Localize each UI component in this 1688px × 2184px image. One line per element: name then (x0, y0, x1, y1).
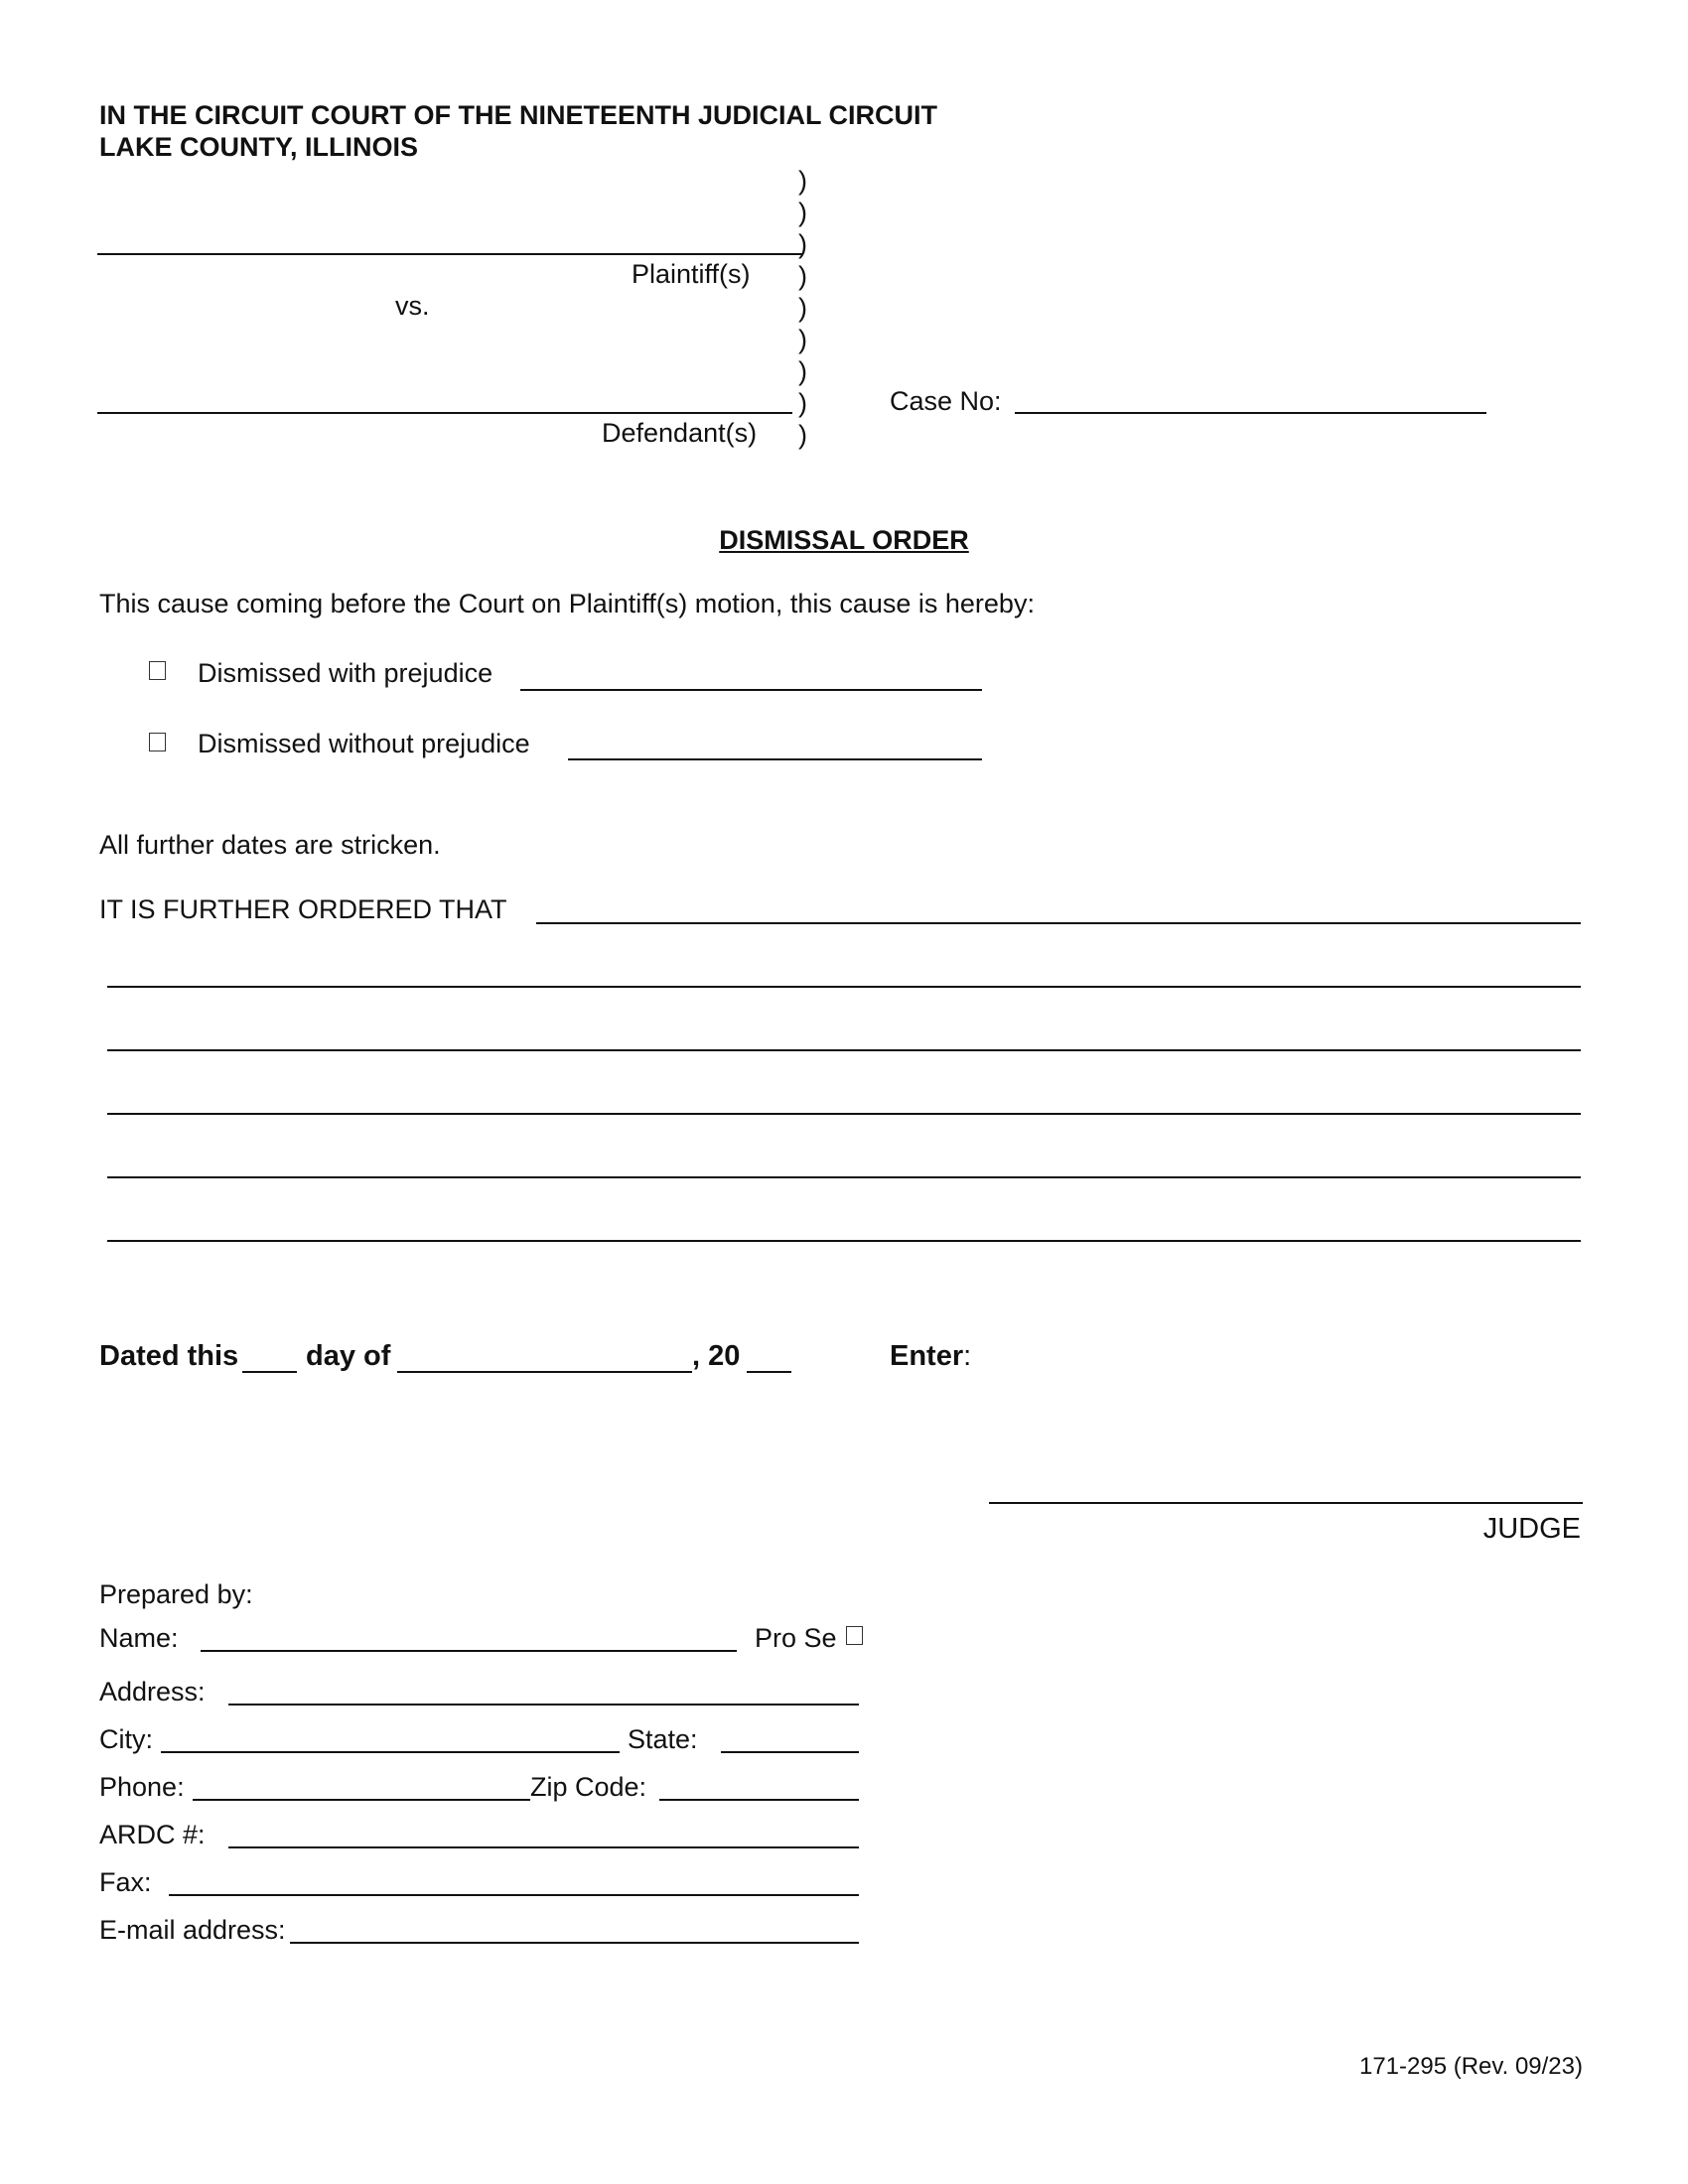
caption-paren: ) (798, 388, 807, 418)
caption-paren: ) (798, 166, 807, 196)
enter-label-wrap (890, 1340, 971, 1372)
enter-colon: : (963, 1340, 972, 1372)
case-no-field[interactable] (1015, 412, 1486, 414)
form-number: 171-295 (Rev. 09/23) (1358, 2053, 1583, 2080)
pro-se-checkbox[interactable] (846, 1626, 863, 1645)
caption-paren: ) (798, 293, 807, 323)
email-field[interactable] (290, 1942, 859, 1944)
year-prefix-label: , 20 (692, 1340, 741, 1372)
order-title-wrap (0, 524, 1688, 556)
year-field[interactable] (747, 1371, 791, 1373)
day-field[interactable] (242, 1371, 297, 1373)
court-name-line1: IN THE CIRCUIT COURT OF THE NINETEENTH JUDICIAL CIRCUIT (99, 100, 938, 130)
caption-paren: ) (798, 198, 807, 227)
with-prejudice-field[interactable] (520, 689, 982, 691)
fax-label: Fax: (99, 1867, 152, 1897)
further-ordered-field[interactable] (536, 922, 1581, 924)
without-prejudice-checkbox[interactable] (149, 733, 166, 751)
state-field[interactable] (721, 1751, 859, 1753)
fax-field[interactable] (169, 1894, 859, 1896)
caption-paren: ) (798, 325, 807, 354)
name-field[interactable] (201, 1650, 737, 1652)
ardc-field[interactable] (228, 1846, 859, 1848)
case-no-label: Case No: (890, 386, 1002, 416)
judge-label: JUDGE (1482, 1513, 1581, 1545)
pro-se-label: Pro Se (755, 1623, 837, 1653)
further-ordered-line[interactable] (107, 1049, 1581, 1051)
ardc-label: ARDC #: (99, 1820, 206, 1849)
caption-paren: ) (798, 356, 807, 386)
address-field[interactable] (228, 1704, 859, 1706)
further-ordered-line[interactable] (107, 1113, 1581, 1115)
judge-signature-field[interactable] (989, 1502, 1583, 1504)
day-of-label: day of (306, 1340, 391, 1372)
court-name-line2: LAKE COUNTY, ILLINOIS (99, 132, 419, 162)
caption-paren: ) (798, 420, 807, 450)
caption-paren: ) (798, 261, 807, 291)
dates-stricken-text: All further dates are stricken. (99, 830, 441, 860)
dated-this-label: Dated this (99, 1340, 239, 1372)
city-field[interactable] (161, 1751, 620, 1753)
prepared-by-heading: Prepared by: (99, 1579, 253, 1609)
phone-label: Phone: (99, 1772, 185, 1802)
order-title: DISMISSAL ORDER (719, 525, 969, 555)
further-ordered-label: IT IS FURTHER ORDERED THAT (99, 894, 507, 924)
order-intro: This cause coming before the Court on Plaintiff(s) motion, this cause is hereby: (99, 589, 1035, 618)
plaintiff-label: Plaintiff(s) (632, 259, 751, 289)
caption-paren: ) (798, 229, 807, 259)
defendant-name-field[interactable] (97, 412, 792, 414)
without-prejudice-field[interactable] (568, 758, 982, 760)
further-ordered-line[interactable] (107, 986, 1581, 988)
vs-label: vs. (395, 291, 430, 321)
city-label: City: (99, 1724, 153, 1754)
with-prejudice-label: Dismissed with prejudice (198, 658, 493, 688)
without-prejudice-label: Dismissed without prejudice (198, 729, 530, 758)
enter-label: Enter (890, 1340, 964, 1372)
defendant-label: Defendant(s) (602, 418, 758, 448)
address-label: Address: (99, 1677, 206, 1706)
state-label: State: (628, 1724, 698, 1754)
zip-code-label: Zip Code: (530, 1772, 647, 1802)
month-field[interactable] (397, 1371, 692, 1373)
further-ordered-line[interactable] (107, 1176, 1581, 1178)
plaintiff-name-field[interactable] (97, 253, 802, 255)
name-label: Name: (99, 1623, 179, 1653)
with-prejudice-checkbox[interactable] (149, 661, 166, 680)
zip-code-field[interactable] (659, 1799, 859, 1801)
phone-field[interactable] (193, 1799, 530, 1801)
email-label: E-mail address: (99, 1915, 286, 1945)
further-ordered-line[interactable] (107, 1240, 1581, 1242)
